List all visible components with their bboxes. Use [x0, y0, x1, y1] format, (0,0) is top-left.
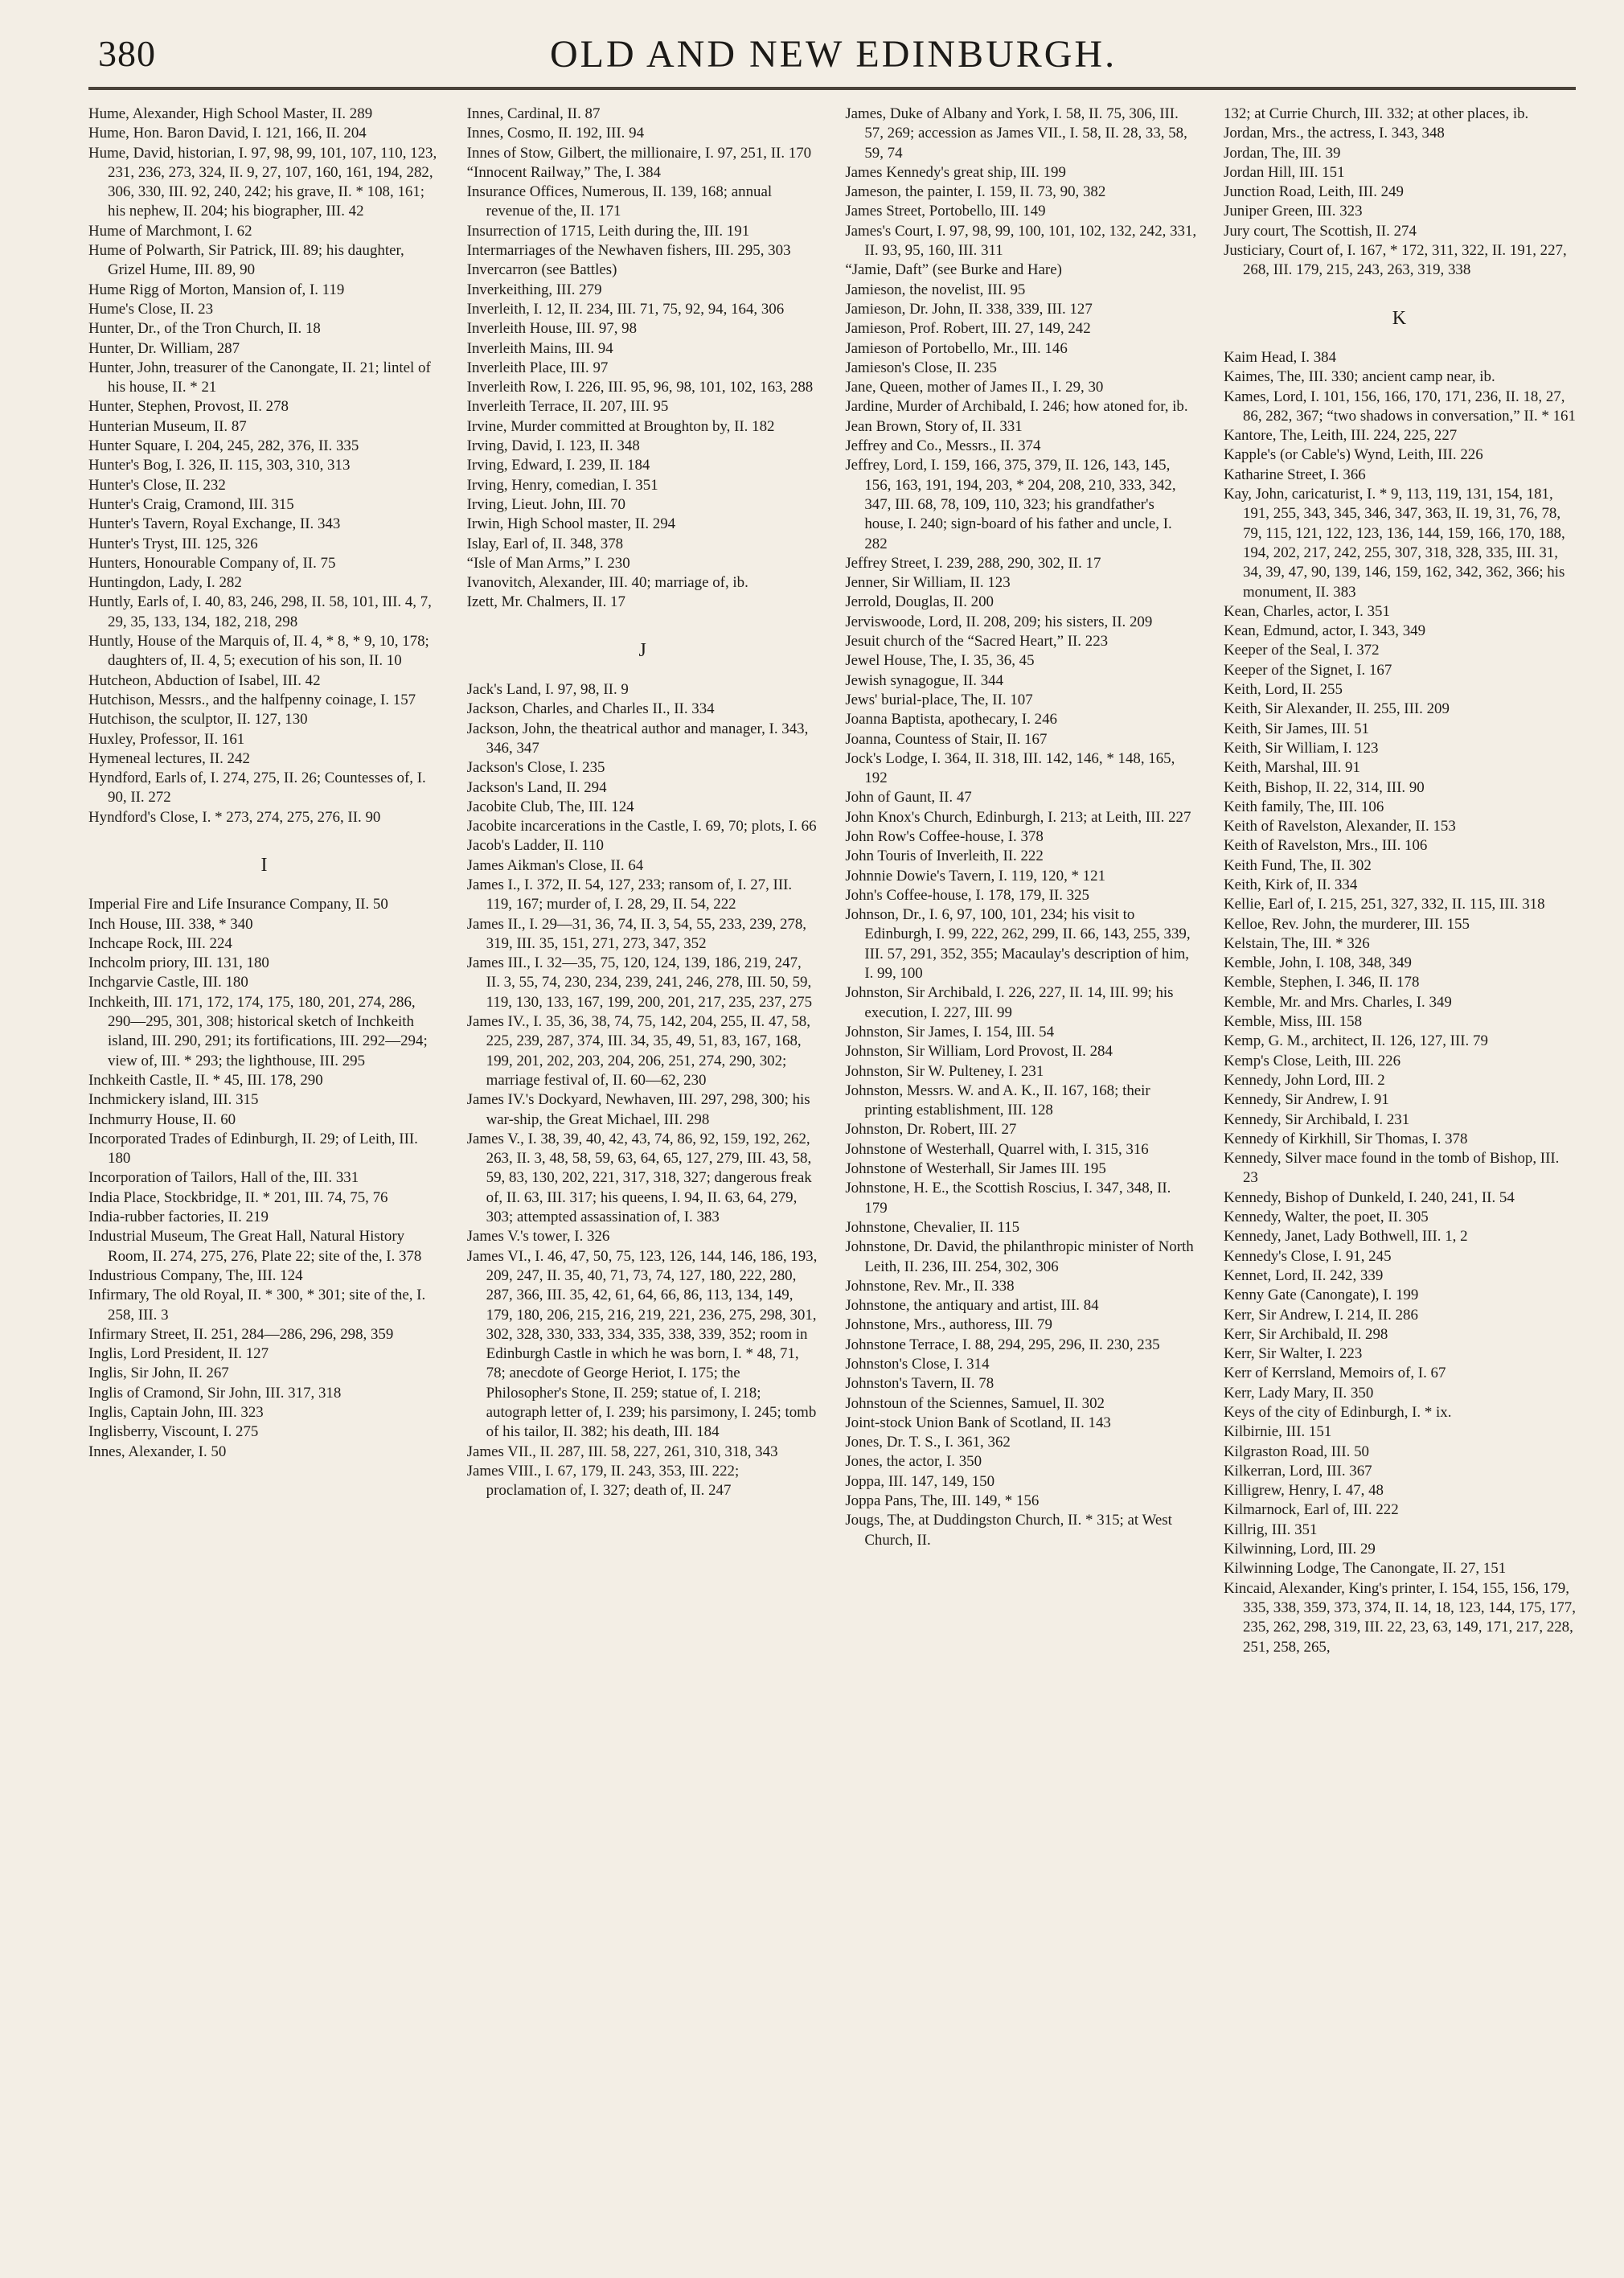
index-entry: Jury court, The Scottish, II. 274 [1223, 222, 1417, 240]
index-entry: Kennedy, Sir Andrew, I. 91 [1223, 1091, 1389, 1109]
index-entry: Hymeneal lectures, II. 242 [88, 749, 250, 767]
index-entry: Kemble, Miss, III. 158 [1223, 1013, 1363, 1031]
index-entry: Inverleith Row, I. 226, III. 95, 96, 98, 101, 102, 163, 288 [466, 379, 814, 396]
index-entry: Irving, Lieut. John, III. 70 [466, 495, 625, 513]
index-entry: Inchcolm priory, III. 131, 180 [88, 954, 269, 972]
index-entry: Inch House, III. 338, * 340 [88, 915, 253, 933]
index-entry: Jordan Hill, III. 151 [1223, 163, 1345, 181]
index-entry: Kerr, Sir Andrew, I. 214, II. 286 [1223, 1306, 1418, 1324]
index-entry: 132; at Currie Church, III. 332; at other places, ib. [1223, 105, 1529, 122]
index-entry: James I., I. 372, II. 54, 127, 233; ransom of, I. 27, III. 119, 167; murder of, I. 28, 29, II. 54, 222 [466, 876, 793, 913]
index-entry: Inchkeith Castle, II. * 45, III. 178, 290 [88, 1071, 323, 1089]
index-entry: Hyndford's Close, I. * 273, 274, 275, 276, II. 90 [88, 808, 381, 826]
index-entry: Irving, Henry, comedian, I. 351 [466, 476, 658, 494]
index-entry: Keith, Sir Alexander, II. 255, III. 209 [1223, 700, 1450, 718]
index-entry: Inglis, Lord President, II. 127 [88, 1345, 269, 1363]
index-entry: Johnston's Close, I. 314 [845, 1356, 990, 1373]
index-entry: Huntingdon, Lady, I. 282 [88, 574, 242, 592]
index-entry: Hutchison, the sculptor, II. 127, 130 [88, 711, 308, 729]
index-entry: Kennedy, Janet, Lady Bothwell, III. 1, 2 [1223, 1228, 1468, 1246]
index-entry: Kennedy, Bishop of Dunkeld, I. 240, 241, II. 54 [1223, 1188, 1515, 1206]
index-entry: Inglis, Sir John, II. 267 [88, 1365, 229, 1382]
index-column-4 [1224, 105, 1576, 2243]
index-entry: Keeper of the Signet, I. 167 [1223, 661, 1392, 679]
index-entry: Jackson, John, the theatrical author and manager, I. 343, 346, 347 [466, 720, 809, 757]
index-entry: Johnstone, the antiquary and artist, III. 84 [845, 1297, 1099, 1315]
index-entry: Irwin, High School master, II. 294 [466, 515, 676, 533]
index-entry: Kilkerran, Lord, III. 367 [1223, 1462, 1372, 1480]
index-entry: Hunters, Honourable Company of, II. 75 [88, 554, 336, 572]
index-entry: Johnnie Dowie's Tavern, I. 119, 120, * 121 [845, 867, 1106, 885]
index-entry: Kilgraston Road, III. 50 [1223, 1443, 1369, 1460]
index-entry: Inchmickery island, III. 315 [88, 1091, 259, 1109]
index-entry: Jones, Dr. T. S., I. 361, 362 [845, 1434, 1011, 1451]
index-column-2 [467, 105, 819, 2243]
index-entry: Hume's Close, II. 23 [88, 300, 214, 318]
index-entry: Kantore, The, Leith, III. 224, 225, 227 [1223, 427, 1458, 445]
index-entry: Keith of Ravelston, Alexander, II. 153 [1223, 818, 1456, 835]
section-letter: J [638, 639, 647, 661]
index-entry: Kennedy, John Lord, III. 2 [1223, 1071, 1385, 1089]
index-entry: Johnstone Terrace, I. 88, 294, 295, 296, II. 230, 235 [845, 1336, 1160, 1353]
index-entry: Jameson, the painter, I. 159, II. 73, 90, 382 [845, 183, 1106, 201]
index-entry: Jeffrey, Lord, I. 159, 166, 375, 379, II. 126, 143, 145, 156, 163, 191, 194, 203, * 204, 208, 210, 333, 342, 347, III. 68, 78, 109, 110, 323; his grandfather's house, I. 240; sign-board of his father and uncle, I. 282 [845, 457, 1176, 552]
index-entry: Insurance Offices, Numerous, II. 139, 168; annual revenue of the, II. 171 [466, 183, 773, 220]
index-entry: Jordan, Mrs., the actress, I. 343, 348 [1223, 125, 1445, 142]
index-entry: Inverleith Terrace, II. 207, III. 95 [466, 398, 669, 416]
index-entry: Johnston, Sir W. Pulteney, I. 231 [845, 1062, 1044, 1080]
index-entry: Jean Brown, Story of, II. 331 [845, 417, 1023, 435]
index-entry: Kincaid, Alexander, King's printer, I. 154, 155, 156, 179, 335, 338, 359, 373, 374, II. 14, 18, 123, 144, 175, 177, 235, 262, 298, 319, III. 22, 23, 63, 149, 171, 217, 228, 251, 258, 265, [1223, 1579, 1576, 1656]
index-entry: Huntly, House of the Marquis of, II. 4, * 8, * 9, 10, 178; daughters of, II. 4, 5; execution of his son, II. 10 [88, 633, 429, 670]
index-entry: Jacob's Ladder, II. 110 [466, 837, 604, 855]
index-entry: Hunter's Close, II. 232 [88, 476, 226, 494]
index-entry: James Kennedy's great ship, III. 199 [845, 163, 1066, 181]
index-entry: Kemble, John, I. 108, 348, 349 [1223, 954, 1412, 972]
index-entry: Hutcheon, Abduction of Isabel, III. 42 [88, 671, 321, 689]
index-entry: Jamieson, Dr. John, II. 338, 339, III. 127 [845, 300, 1093, 318]
index-entry: James II., I. 29—31, 36, 74, II. 3, 54, 55, 233, 239, 278, 319, III. 35, 151, 271, 273, 347, 352 [466, 915, 807, 952]
index-entry: Keith, Sir William, I. 123 [1223, 739, 1379, 757]
index-entry: Kennedy of Kirkhill, Sir Thomas, I. 378 [1223, 1130, 1468, 1147]
index-entry: Jordan, The, III. 39 [1223, 144, 1341, 162]
index-entry: John Touris of Inverleith, II. 222 [845, 848, 1044, 865]
index-entry: Joppa Pans, The, III. 149, * 156 [845, 1492, 1040, 1510]
index-entry: Joanna, Countess of Stair, II. 167 [845, 730, 1048, 748]
index-entry: Kerr, Lady Mary, II. 350 [1223, 1384, 1374, 1402]
index-entry: “Innocent Railway,” The, I. 384 [466, 163, 661, 181]
index-entry: Kennedy, Sir Archibald, I. 231 [1223, 1110, 1410, 1128]
index-entry: Jamieson's Close, II. 235 [845, 359, 997, 376]
index-entry: Jones, the actor, I. 350 [845, 1453, 982, 1471]
index-entry: Keith, Bishop, II. 22, 314, III. 90 [1223, 778, 1425, 796]
index-entry: Johnstone, Rev. Mr., II. 338 [845, 1277, 1015, 1295]
index-entry: Jackson's Close, I. 235 [466, 759, 605, 777]
index-entry: Innes, Alexander, I. 50 [88, 1443, 227, 1460]
index-entry: Hunter's Tryst, III. 125, 326 [88, 535, 258, 552]
index-entry: Hunter, Dr., of the Tron Church, II. 18 [88, 320, 321, 338]
index-entry: Johnston, Dr. Robert, III. 27 [845, 1121, 1017, 1139]
index-entry: Invercarron (see Battles) [466, 261, 617, 279]
index-entry: Hunter Square, I. 204, 245, 282, 376, II. 335 [88, 437, 359, 455]
index-entry: “Isle of Man Arms,” I. 230 [466, 554, 630, 572]
index-entry: Irvine, Murder committed at Broughton by, II. 182 [466, 417, 775, 435]
index-entry: Jerrold, Douglas, II. 200 [845, 593, 994, 611]
index-entry: Jackson, Charles, and Charles II., II. 334 [466, 700, 715, 718]
index-entry: Jewish synagogue, II. 344 [845, 671, 1004, 689]
index-entry: James IV.'s Dockyard, Newhaven, III. 297, 298, 300; his war-ship, the Great Michael, III. 298 [466, 1091, 810, 1128]
index-column-3 [845, 105, 1197, 2243]
index-entry: Infirmary, The old Royal, II. * 300, * 301; site of the, I. 258, III. 3 [88, 1287, 426, 1324]
index-entry: Johnston, Sir James, I. 154, III. 54 [845, 1023, 1055, 1040]
index-entry: John Row's Coffee-house, I. 378 [845, 827, 1044, 845]
index-entry: Kilwinning Lodge, The Canongate, II. 27, 151 [1223, 1560, 1507, 1578]
index-entry: Kellie, Earl of, I. 215, 251, 327, 332, II. 115, III. 318 [1223, 896, 1545, 913]
index-entry: Keith family, The, III. 106 [1223, 798, 1384, 815]
index-entry: Hume, Hon. Baron David, I. 121, 166, II. 204 [88, 125, 367, 142]
index-entry: Hume of Marchmont, I. 62 [88, 222, 252, 240]
index-entry: Keeper of the Seal, I. 372 [1223, 642, 1380, 659]
index-entry: Johnson, Dr., I. 6, 97, 100, 101, 234; his visit to Edinburgh, I. 99, 222, 262, 299, II. 66, 143, 255, 339, III. 57, 291, 352, 355; Macaulay's description of him, I. 99, 100 [845, 906, 1191, 983]
index-entry: Kames, Lord, I. 101, 156, 166, 170, 171, 236, II. 18, 27, 86, 282, 367; “two shadows in conversation,” II. * 161 [1223, 388, 1576, 425]
index-entry: Jewel House, The, I. 35, 36, 45 [845, 652, 1035, 670]
index-entry: Jacobite Club, The, III. 124 [466, 798, 634, 815]
page-header [88, 23, 1576, 90]
index-entry: Jamieson, Prof. Robert, III. 27, 149, 242 [845, 320, 1091, 338]
index-entry: Industrial Museum, The Great Hall, Natural History Room, II. 274, 275, 276, Plate 22; site of the, I. 378 [88, 1228, 422, 1265]
index-entry: Hume Rigg of Morton, Mansion of, I. 119 [88, 281, 345, 298]
index-entry: Inglisberry, Viscount, I. 275 [88, 1423, 259, 1441]
index-entry: Hunter's Craig, Cramond, III. 315 [88, 495, 294, 513]
index-entry: James, Duke of Albany and York, I. 58, II. 75, 306, III. 57, 269; accession as James VII., I. 58, II. 28, 33, 58, 59, 74 [845, 105, 1187, 162]
index-entry: Johnston, Sir William, Lord Provost, II. 284 [845, 1043, 1113, 1061]
index-entry: India Place, Stockbridge, II. * 201, III. 74, 75, 76 [88, 1188, 388, 1206]
index-entry: Irving, David, I. 123, II. 348 [466, 437, 640, 455]
index-entry: Johnstone of Westerhall, Quarrel with, I. 315, 316 [845, 1140, 1149, 1158]
index-entry: Kemble, Mr. and Mrs. Charles, I. 349 [1223, 993, 1452, 1011]
index-entry: John Knox's Church, Edinburgh, I. 213; at Leith, III. 227 [845, 808, 1191, 826]
index-entry: Keith of Ravelston, Mrs., III. 106 [1223, 837, 1428, 855]
index-entry: Keith, Kirk of, II. 334 [1223, 876, 1358, 893]
index-column-1 [88, 105, 441, 2243]
index-entry: Jamieson, the novelist, III. 95 [845, 281, 1026, 298]
index-entry: Hunter, Stephen, Provost, II. 278 [88, 398, 289, 416]
index-entry: John's Coffee-house, I. 178, 179, II. 325 [845, 886, 1090, 904]
index-entry: Inverleith, I. 12, II. 234, III. 71, 75, 92, 94, 164, 306 [466, 300, 785, 318]
index-entry: Irving, Edward, I. 239, II. 184 [466, 457, 650, 474]
index-entry: Kaimes, The, III. 330; ancient camp near, ib. [1223, 368, 1495, 386]
index-entry: Innes of Stow, Gilbert, the millionaire, I. 97, 251, II. 170 [466, 144, 812, 162]
index-entry: Hume, Alexander, High School Master, II. 289 [88, 105, 373, 122]
index-entry: Kemp's Close, Leith, III. 226 [1223, 1052, 1401, 1069]
index-entry: Joint-stock Union Bank of Scotland, II. 143 [845, 1414, 1111, 1431]
index-entry: James VII., II. 287, III. 58, 227, 261, 310, 318, 343 [466, 1443, 778, 1460]
index-entry: Kaim Head, I. 384 [1223, 348, 1337, 366]
section-letter: K [1392, 307, 1408, 329]
index-entry: Johnstone, H. E., the Scottish Roscius, I. 347, 348, II. 179 [845, 1180, 1171, 1217]
index-entry: Johnstone, Mrs., authoress, III. 79 [845, 1316, 1052, 1334]
index-entry: Hyndford, Earls of, I. 274, 275, II. 26; Countesses of, I. 90, II. 272 [88, 770, 426, 807]
index-entry: Kilbirnie, III. 151 [1223, 1423, 1332, 1441]
index-entry: Incorporated Trades of Edinburgh, II. 29; of Leith, III. 180 [88, 1130, 418, 1168]
index-entry: Jacobite incarcerations in the Castle, I. 69, 70; plots, I. 66 [466, 818, 817, 835]
index-entry: Hutchison, Messrs., and the halfpenny coinage, I. 157 [88, 691, 416, 708]
index-entry: James V., I. 38, 39, 40, 42, 43, 74, 86, 92, 159, 192, 262, 263, II. 3, 48, 58, 59, 63, 64, 65, 127, 279, III. 43, 58, 59, 83, 130, 202, 221, 317, 318, 327; dangerous freak of, II. 63, III. 317; his queens, I. 94, II. 63, 64, 279, 303; attempted assassination of, I. 383 [466, 1130, 812, 1226]
index-entry: Johnstone, Chevalier, II. 115 [845, 1218, 1020, 1236]
index-entry: Kerr, Sir Walter, I. 223 [1223, 1345, 1363, 1363]
index-entry: Inverleith House, III. 97, 98 [466, 320, 638, 338]
index-entry: Jerviswoode, Lord, II. 208, 209; his sisters, II. 209 [845, 613, 1153, 630]
index-entry: Jackson's Land, II. 294 [466, 778, 607, 796]
index-entry: Kerr of Kerrsland, Memoirs of, I. 67 [1223, 1365, 1446, 1382]
index-entry: Jougs, The, at Duddingston Church, II. * 315; at West Church, II. [845, 1512, 1172, 1549]
index-entry: Inchkeith, III. 171, 172, 174, 175, 180, 201, 274, 286, 290—295, 301, 308; historical sketch of Inchkeith island, III. 290, 291; its fortifications, III. 292—294; view of, III. * 293; the lighthouse, III. 295 [88, 993, 428, 1069]
index-columns [88, 105, 1576, 2243]
index-entry: Innes, Cosmo, II. 192, III. 94 [466, 125, 645, 142]
index-entry: Johnston's Tavern, II. 78 [845, 1375, 994, 1393]
index-entry: Kean, Charles, actor, I. 351 [1223, 602, 1390, 620]
index-entry: Jews' burial-place, The, II. 107 [845, 691, 1033, 708]
index-entry: Keith, Marshal, III. 91 [1223, 759, 1360, 777]
index-entry: James's Court, I. 97, 98, 99, 100, 101, 102, 132, 242, 331, II. 93, 95, 160, III. 311 [845, 222, 1197, 260]
index-entry: Kemble, Stephen, I. 346, II. 178 [1223, 974, 1420, 991]
index-entry: Kilwinning, Lord, III. 29 [1223, 1541, 1376, 1558]
index-entry: Keys of the city of Edinburgh, I. * ix. [1223, 1404, 1452, 1421]
index-entry: Kay, John, caricaturist, I. * 9, 113, 119, 131, 154, 181, 191, 255, 343, 345, 346, 347, 363, II. 19, 31, 76, 78, 79, 115, 121, 122, 123, 136, 144, 159, 166, 170, 188, 194, 202, 217, 242, 255, 307, 318, 328, 335, III. 31, 34, 39, 47, 90, 139, 146, 159, 162, 342, 362, 366; his monument, II. 383 [1223, 486, 1565, 601]
index-entry: Inglis, Captain John, III. 323 [88, 1404, 264, 1421]
index-entry: Joanna Baptista, apothecary, I. 246 [845, 711, 1057, 729]
index-entry: Keith, Sir James, III. 51 [1223, 720, 1369, 737]
index-entry: James Street, Portobello, III. 149 [845, 203, 1046, 220]
index-entry: Innes, Cardinal, II. 87 [466, 105, 601, 122]
index-entry: Hunter's Bog, I. 326, II. 115, 303, 310, 313 [88, 457, 351, 474]
index-entry: Kenny Gate (Canongate), I. 199 [1223, 1287, 1419, 1304]
index-entry: Jesuit church of the “Sacred Heart,” II. 223 [845, 633, 1109, 651]
index-entry: Jamieson of Portobello, Mr., III. 146 [845, 339, 1068, 357]
index-entry: Infirmary Street, II. 251, 284—286, 296, 298, 359 [88, 1325, 394, 1343]
index-entry: James III., I. 32—35, 75, 120, 124, 139, 186, 219, 247, II. 3, 55, 74, 230, 234, 239, 241, 246, 278, III. 50, 59, 119, 130, 133, 167, 199, 200, 201, 217, 235, 237, 275 [466, 954, 813, 1011]
index-entry: James IV., I. 35, 36, 38, 74, 75, 142, 204, 255, II. 47, 58, 225, 239, 287, 374, III. 34, 35, 49, 51, 83, 167, 168, 199, 201, 202, 203, 204, 206, 251, 274, 290, 302; marriage festival of, II. 60—62, 230 [466, 1013, 810, 1089]
index-entry: Jeffrey Street, I. 239, 288, 290, 302, II. 17 [845, 554, 1101, 572]
index-entry: India-rubber factories, II. 219 [88, 1209, 269, 1226]
index-entry: Kean, Edmund, actor, I. 343, 349 [1223, 622, 1426, 640]
index-entry: James Aikman's Close, II. 64 [466, 856, 644, 874]
page-number: 380 [98, 33, 156, 74]
index-entry: James VIII., I. 67, 179, II. 243, 353, III. 222; proclamation of, I. 327; death of, II. 247 [466, 1462, 740, 1500]
index-entry: Kapple's (or Cable's) Wynd, Leith, III. 226 [1223, 446, 1483, 464]
index-entry: Hume of Polwarth, Sir Patrick, III. 89; his daughter, Grizel Hume, III. 89, 90 [88, 242, 404, 279]
index-entry: Jack's Land, I. 97, 98, II. 9 [466, 681, 629, 699]
index-entry: Jardine, Murder of Archibald, I. 246; how atoned for, ib. [845, 398, 1188, 416]
index-entry: Hunter, Dr. William, 287 [88, 339, 240, 357]
index-entry: Jock's Lodge, I. 364, II. 318, III. 142, 146, * 148, 165, 192 [845, 749, 1175, 787]
index-entry: Insurrection of 1715, Leith during the, III. 191 [466, 222, 750, 240]
index-entry: Killrig, III. 351 [1223, 1521, 1318, 1538]
index-entry: Inchcape Rock, III. 224 [88, 934, 232, 952]
index-entry: James V.'s tower, I. 326 [466, 1228, 610, 1246]
index-entry: Imperial Fire and Life Insurance Company, II. 50 [88, 896, 388, 913]
index-entry: Inverkeithing, III. 279 [466, 281, 602, 298]
index-entry: Keith, Lord, II. 255 [1223, 681, 1343, 699]
index-entry: Johnstone of Westerhall, Sir James III. 195 [845, 1160, 1106, 1178]
index-entry: Keith Fund, The, II. 302 [1223, 856, 1372, 874]
index-entry: Ivanovitch, Alexander, III. 40; marriage of, ib. [466, 574, 748, 592]
index-entry: Huxley, Professor, II. 161 [88, 730, 245, 748]
index-entry: Juniper Green, III. 323 [1223, 203, 1363, 220]
index-entry: Kerr, Sir Archibald, II. 298 [1223, 1325, 1388, 1343]
index-entry: “Jamie, Daft” (see Burke and Hare) [845, 261, 1062, 279]
index-entry: Huntly, Earls of, I. 40, 83, 246, 298, II. 58, 101, III. 4, 7, 29, 35, 133, 134, 182, 218, 298 [88, 593, 432, 630]
index-entry: Kennedy's Close, I. 91, 245 [1223, 1247, 1392, 1265]
index-entry: Industrious Company, The, III. 124 [88, 1266, 303, 1284]
index-entry: Inglis of Cramond, Sir John, III. 317, 318 [88, 1384, 342, 1402]
index-entry: Jeffrey and Co., Messrs., II. 374 [845, 437, 1041, 455]
index-entry: Jane, Queen, mother of James II., I. 29, 30 [845, 379, 1104, 396]
index-entry: Joppa, III. 147, 149, 150 [845, 1472, 995, 1490]
index-entry: Inchgarvie Castle, III. 180 [88, 974, 248, 991]
index-entry: John of Gaunt, II. 47 [845, 789, 972, 807]
index-entry: Incorporation of Tailors, Hall of the, III. 331 [88, 1169, 359, 1187]
index-entry: Izett, Mr. Chalmers, II. 17 [466, 593, 625, 611]
index-entry: Jenner, Sir William, II. 123 [845, 574, 1011, 592]
index-entry: Kennedy, Walter, the poet, II. 305 [1223, 1209, 1429, 1226]
index-entry: Hume, David, historian, I. 97, 98, 99, 101, 107, 110, 123, 231, 236, 273, 324, II. 9, 27, 107, 160, 161, 194, 282, 306, 330, III. 92, 240, 242; his grave, II. * 108, 161; his nephew, II. 204; his biographer, III. 42 [88, 144, 437, 220]
index-entry: Kilmarnock, Earl of, III. 222 [1223, 1501, 1399, 1519]
index-entry: Johnston, Sir Archibald, I. 226, 227, II. 14, III. 99; his execution, I. 227, III. 99 [845, 984, 1174, 1021]
index-entry: Inverleith Mains, III. 94 [466, 339, 613, 357]
index-entry: Kennet, Lord, II. 242, 339 [1223, 1266, 1384, 1284]
index-entry: Hunter's Tavern, Royal Exchange, II. 343 [88, 515, 341, 533]
index-entry: Kelloe, Rev. John, the murderer, III. 155 [1223, 915, 1470, 933]
index-entry: Killigrew, Henry, I. 47, 48 [1223, 1482, 1384, 1500]
section-letter: I [260, 854, 269, 876]
index-entry: Kelstain, The, III. * 326 [1223, 934, 1370, 952]
index-entry: Hunter, John, treasurer of the Canongate, II. 21; lintel of his house, II. * 21 [88, 359, 431, 396]
index-entry: Justiciary, Court of, I. 167, * 172, 311, 322, II. 191, 227, 268, III. 179, 215, 243, 263, 319, 338 [1223, 242, 1567, 279]
index-entry: Junction Road, Leith, III. 249 [1223, 183, 1404, 201]
index-entry: Inchmurry House, II. 60 [88, 1110, 236, 1128]
index-entry: Intermarriages of the Newhaven fishers, III. 295, 303 [466, 242, 791, 260]
index-entry: Kemp, G. M., architect, II. 126, 127, III. 79 [1223, 1032, 1488, 1050]
index-entry: Johnstone, Dr. David, the philanthropic minister of North Leith, II. 236, III. 254, 302, 306 [845, 1238, 1194, 1275]
index-entry: Johnstoun of the Sciennes, Samuel, II. 302 [845, 1394, 1105, 1412]
index-entry: James VI., I. 46, 47, 50, 75, 123, 126, 144, 146, 186, 193, 209, 247, II. 35, 40, 71, 73, 74, 127, 180, 222, 280, 287, 366, III. 35, 42, 61, 64, 66, 86, 113, 134, 149, 179, 180, 206, 215, 216, 219, 221, 236, 275, 298, 301, 302, 328, 330, 333, 334, 335, 338, 339, 352; room in Edinburgh Castle in which he was born, I. * 48, 71, 78; anecdote of George Heriot, I. 175; the Philosopher's Stone, II. 259; statue of, I. 218; autograph letter of, I. 239; his parsimony, I. 245; tomb of his tailor, II. 382; his death, III. 184 [466, 1247, 818, 1441]
index-entry: Hunterian Museum, II. 87 [88, 417, 247, 435]
running-head: OLD AND NEW EDINBURGH. [550, 33, 1118, 76]
index-entry: Katharine Street, I. 366 [1223, 466, 1366, 483]
index-entry: Inverleith Place, III. 97 [466, 359, 609, 376]
index-entry: Kennedy, Silver mace found in the tomb of Bishop, III. 23 [1223, 1150, 1560, 1187]
index-entry: Islay, Earl of, II. 348, 378 [466, 535, 624, 552]
index-entry: Johnston, Messrs. W. and A. K., II. 167, 168; their printing establishment, III. 128 [845, 1082, 1150, 1119]
